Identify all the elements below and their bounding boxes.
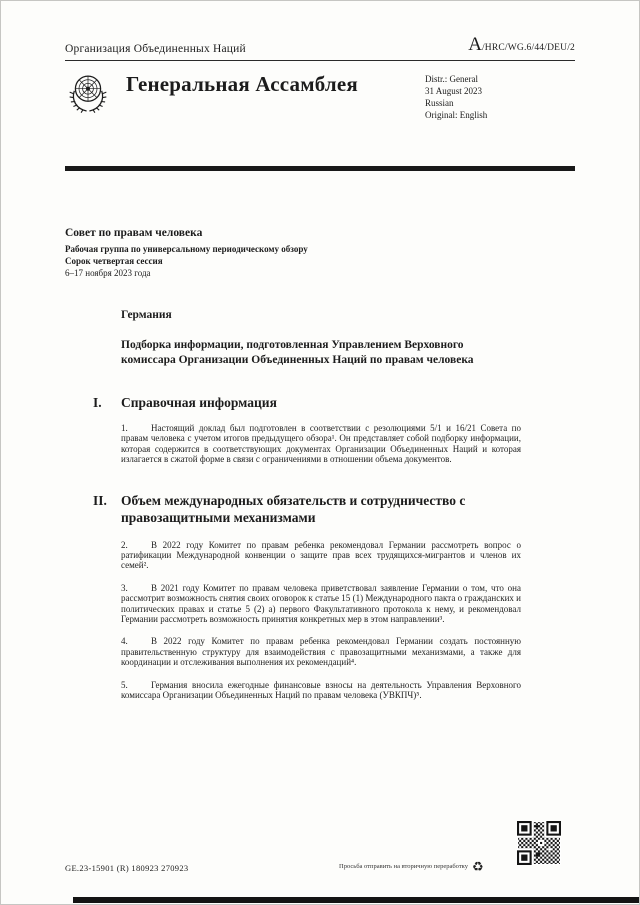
working-group-title: Рабочая группа по универсальному периодическому обзору: [65, 244, 308, 254]
paragraph: [121, 583, 521, 625]
paragraph: [121, 680, 521, 701]
document-body: [93, 309, 521, 701]
distr-line: Distr.: General: [425, 74, 478, 84]
paragraph-text: Германия вносила ежегодные финансовые взносы на деятельность Управления Верховного комиссара Организации Объединенных Наций по правам человека (УВКПЧ)⁵.: [121, 679, 521, 701]
document-symbol: [468, 35, 575, 55]
paragraph: [121, 540, 521, 571]
recycle-note-text: Просьба отправить на вторичную переработку: [339, 863, 468, 870]
qr-code: [517, 821, 561, 865]
document-reference: GE.23-15901 (R) 180923 270923: [65, 863, 189, 873]
paragraph-text: В 2022 году Комитет по правам ребенка рекомендовал Германии создать постоянную правительственную структуру для взаимодействия с правозащитными механизмами, а также для координации и отслеживания выполнения их рекомендаций⁴.: [121, 636, 521, 668]
document-title: Подборка информации, подготовленная Управлением Верховного комиссара Организации Объединенных Наций по правам человека: [121, 339, 474, 366]
section-background: [93, 394, 521, 465]
paragraph-text: В 2022 году Комитет по правам ребенка рекомендовал Германии рассмотреть вопрос о ратификации Международной конвенции о защите прав всех трудящихся-мигрантов и членов их семей².: [121, 539, 521, 571]
header-divider-bar: [65, 166, 575, 171]
recycle-icon: ♻: [472, 859, 484, 874]
council-title: Совет по правам человека: [65, 227, 203, 239]
session-number: Сорок четвертая сессия: [65, 256, 163, 266]
section-heading: [93, 394, 521, 411]
session-block: [65, 227, 575, 279]
distr-original: Original: English: [425, 110, 488, 120]
symbol-letter: A: [468, 34, 482, 55]
paragraph: [121, 636, 521, 667]
section-title: Справочная информация: [121, 395, 277, 410]
paragraph-number: 5.: [121, 679, 128, 690]
scan-edge-artifact: [73, 897, 639, 903]
distribution-block: [425, 73, 575, 121]
paragraph-text: Настоящий доклад был подготовлен в соответствии с резолюциями 5/1 и 16/21 Совета по правам человека с учетом итогов предыдущего обзора¹. Он представляет собой подборку информации, которая содержится в соответствующих документах Организации Объединенных Наций и которая излагается в сжатой форме в связи с ограничениями в отношении объема документов.: [121, 423, 521, 465]
organization-name: Организация Объединенных Наций: [65, 43, 246, 55]
session-dates: 6–17 ноября 2023 года: [65, 268, 151, 278]
recycle-note: [339, 860, 484, 873]
un-emblem-icon: [65, 70, 111, 116]
header-title-row: [65, 70, 575, 121]
paragraph-number: 4.: [121, 636, 128, 647]
country-heading: Германия: [121, 309, 172, 321]
section-title: Объем международных обязательств и сотрудничество с правозащитными механизмами: [121, 492, 466, 525]
distr-date: 31 August 2023: [425, 86, 483, 96]
paragraph-text: В 2021 году Комитет по правам человека приветствовал заявление Германии о том, что она рассмотрит возможность снятия своих оговорок к статье 15 (1) Международного пакта о гражданских и политических правах и статье 5 (2) а) первого Факультативного протокола к нему, и рекомендовал Германии рассмотреть возможность принятия конкретных мер в этом направлении³.: [121, 582, 521, 625]
symbol-rest: /HRC/WG.6/44/DEU/2: [481, 43, 575, 53]
section-heading: [93, 492, 521, 526]
distr-language: Russian: [425, 98, 454, 108]
paragraph: [121, 423, 521, 465]
paragraph-number: 1.: [121, 423, 128, 433]
assembly-title: Генеральная Ассамблея: [126, 72, 358, 96]
paragraph-number: 2.: [121, 539, 128, 550]
section-obligations: [93, 492, 521, 701]
paragraph-number: 3.: [121, 582, 128, 593]
section-numeral: I.: [93, 395, 102, 410]
section-numeral: II.: [93, 492, 107, 508]
masthead: [65, 35, 575, 61]
